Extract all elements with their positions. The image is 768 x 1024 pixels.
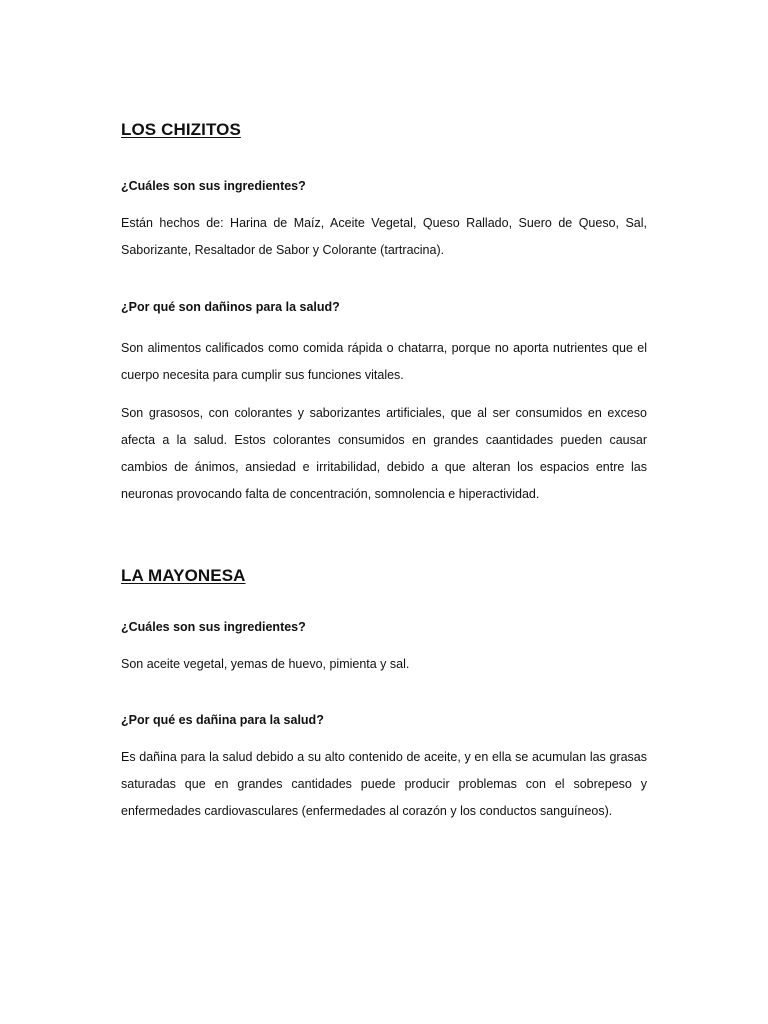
answer-ingredients: Están hechos de: Harina de Maíz, Aceite Vegetal, Queso Rallado, Suero de Queso, Sal, Saborizante, Resaltador de Sabor y Colorante (tartracina). <box>121 216 647 257</box>
answer-health-paragraph: Es dañina para la salud debido a su alto contenido de aceite, y en ella se acumulan las grasas saturadas que en grandes cantidades puede producir problemas con el sobrepeso y enfermedades cardiovasculares (enfermedades al corazón y los conductos sanguíneos). <box>121 750 647 818</box>
answer-ingredients: Son aceite vegetal, yemas de huevo, pimienta y sal. <box>121 657 410 671</box>
answer-health-paragraph: Son alimentos calificados como comida rápida o chatarra, porque no aporta nutrientes que el cuerpo necesita para cumplir sus funciones vitales. <box>121 341 647 382</box>
answer-health-paragraph: Son grasosos, con colorantes y saborizantes artificiales, que al ser consumidos en exceso afecta a la salud. Estos colorantes consumidos en grandes caantidades pueden causar cambios de ánimos, ansiedad e irritabilidad, debido a que alteran los espacios entre las neuronas provocando falta de concentración, somnolencia e hiperactividad. <box>121 406 647 501</box>
document-page <box>121 118 647 825</box>
question-health: ¿Por qué es dañina para la salud? <box>121 713 324 727</box>
question-ingredients: ¿Cuáles son sus ingredientes? <box>121 179 306 193</box>
section-chizitos <box>121 118 647 508</box>
question-ingredients: ¿Cuáles son sus ingredientes? <box>121 620 306 634</box>
section-mayonesa <box>121 564 647 825</box>
section-title: LA MAYONESA <box>121 566 246 585</box>
question-health: ¿Por qué son dañinos para la salud? <box>121 300 340 314</box>
section-title: LOS CHIZITOS <box>121 120 241 139</box>
